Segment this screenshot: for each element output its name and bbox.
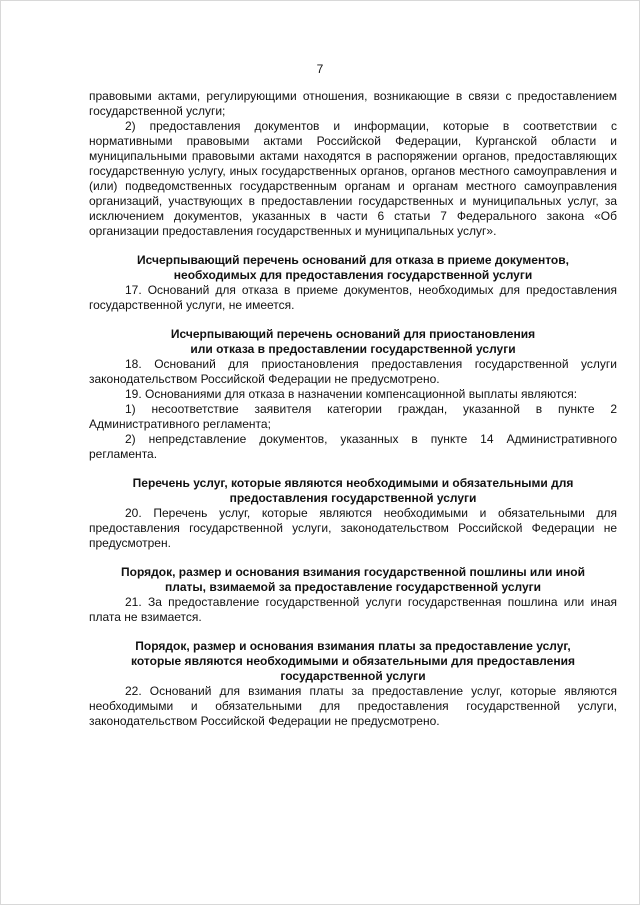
section-heading-state-fee — [89, 565, 617, 595]
paragraph-19-item-1: 1) несоответствие заявителя категории граждан, указанной в пункте 2 Административного регламента; — [89, 402, 617, 431]
document-body — [89, 89, 617, 729]
paragraph-item-2: 2) предоставления документов и информации, которые в соответствии с нормативными правовыми актами Российской Федерации, Курганской области и муниципальными правовыми актами находятся в распоряжении органов, предоставляющих государственную услугу, иных государственных органов, органов местного самоуправления и (или) подведомственных государственным органам и органам местного самоуправления организаций, участвующих в предоставлении государственных и муниципальных услуг, за исключением документов, указанных в части 6 статьи 7 Федерального закона «Об организации предоставления государственных и муниципальных услуг». — [89, 119, 617, 238]
paragraph-22: 22. Оснований для взимания платы за предоставление услуг, которые являются необходимыми и обязательными для предоставления государственной услуги, законодательством Российской Федерации не предусмотрено. — [89, 684, 617, 728]
paragraph-19: 19. Основаниями для отказа в назначении компенсационной выплаты являются: — [125, 387, 578, 401]
heading-line: государственной услуги — [280, 669, 426, 683]
paragraph-19-item-2: 2) непредставление документов, указанных в пункте 14 Административного регламента. — [89, 432, 617, 461]
heading-line: предоставления государственной услуги — [229, 491, 477, 505]
heading-line: или отказа в предоставлении государственной услуги — [190, 342, 516, 356]
heading-line: Порядок, размер и основания взимания платы за предоставление услуг, — [135, 639, 571, 653]
paragraph-20: 20. Перечень услуг, которые являются необходимыми и обязательными для предоставления государственной услуги, законодательством Российской Федерации не предусмотрен. — [89, 506, 617, 550]
heading-line: платы, взимаемой за предоставление государственной услуги — [164, 580, 542, 594]
section-heading-refusal-documents — [89, 253, 617, 283]
heading-line: Исчерпывающий перечень оснований для отказа в приеме документов, — [137, 253, 569, 267]
heading-line: которые являются необходимыми и обязательными для предоставления — [131, 654, 575, 668]
heading-line: Исчерпывающий перечень оснований для приостановления — [170, 327, 536, 341]
paragraph-21: 21. За предоставление государственной услуги государственная пошлина или иная плата не взимается. — [89, 595, 617, 624]
page-number: 7 — [316, 62, 324, 76]
paragraph-17: 17. Оснований для отказа в приеме документов, необходимых для предоставления государственной услуги, не имеется. — [89, 283, 617, 312]
paragraph-18: 18. Оснований для приостановления предоставления государственной услуги законодательством Российской Федерации не предусмотрено. — [89, 357, 617, 386]
paragraph-continuation: правовыми актами, регулирующими отношения, возникающие в связи с предоставлением государственной услуги; — [89, 89, 617, 118]
heading-line: Перечень услуг, которые являются необходимыми и обязательными для — [132, 476, 574, 490]
heading-line: необходимых для предоставления государственной услуги — [173, 268, 533, 282]
section-heading-required-services — [89, 476, 617, 506]
section-heading-suspension-refusal — [89, 327, 617, 357]
section-heading-service-fee — [89, 639, 617, 684]
heading-line: Порядок, размер и основания взимания государственной пошлины или иной — [121, 565, 585, 579]
